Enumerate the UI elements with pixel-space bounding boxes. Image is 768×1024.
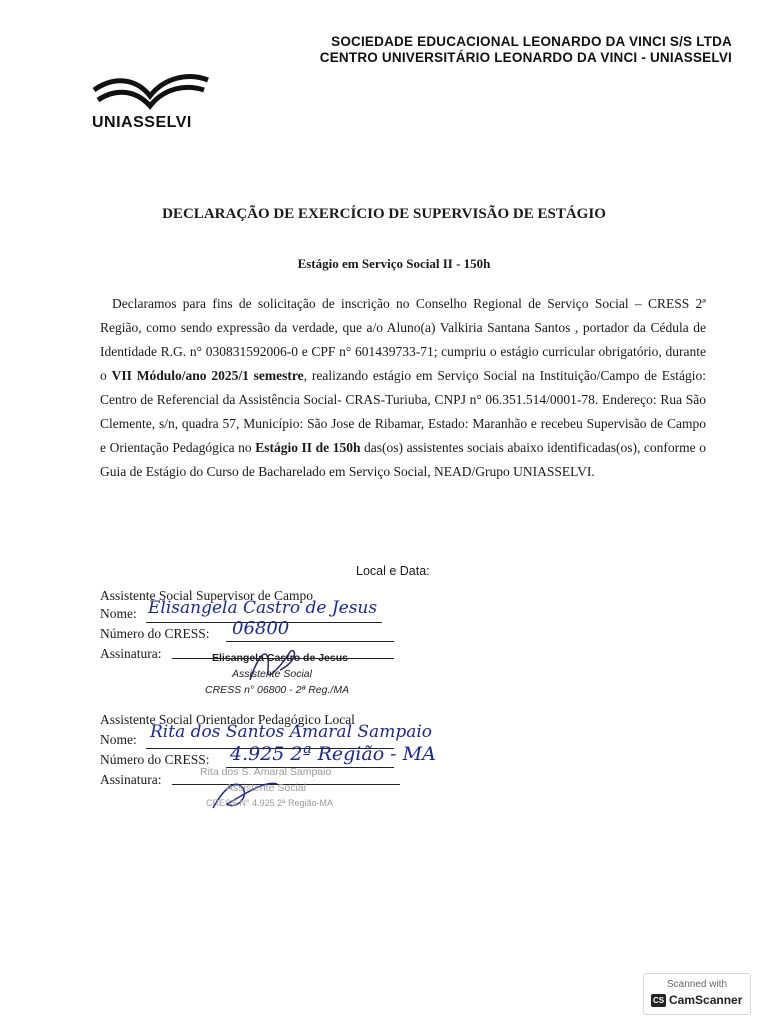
orientador-signature-label: Assinatura: bbox=[100, 772, 162, 787]
stamp-name-faint: Rita dos S. Amaral Sampaio bbox=[200, 766, 332, 778]
supervisor-heading: Assistente Social Supervisor de Campo bbox=[100, 588, 313, 603]
camscanner-badge bbox=[643, 973, 751, 1015]
paragraph-bold-stage: Estágio II de 150h bbox=[255, 440, 361, 455]
page-title: DECLARAÇÃO DE EXERCÍCIO DE SUPERVISÃO DE ESTÁGIO bbox=[162, 206, 606, 222]
uniasselvi-logo bbox=[92, 70, 212, 140]
scanner-caption: Scanned with bbox=[666, 979, 728, 990]
supervisor-signature-scribble bbox=[240, 640, 310, 690]
orientador-cress-handwritten: 4.925 2ª Região - MA bbox=[230, 743, 436, 765]
supervisor-name-label: Nome: bbox=[100, 606, 137, 621]
stamp-role-faint: Assistente Social bbox=[226, 782, 306, 794]
university-name: CENTRO UNIVERSITÁRIO LEONARDO DA VINCI - UNIASSELVI bbox=[319, 50, 732, 65]
declaration-paragraph bbox=[100, 292, 706, 484]
supervisor-cress-handwritten: 06800 bbox=[232, 618, 290, 639]
orientador-name-handwritten: Rita dos Santos Amaral Sampaio bbox=[150, 722, 433, 742]
paragraph-text: , realizando estágio em Serviço Social na Instituição/Campo de Estágio: Centro de Referencial da Assistência Social- CRAS-Turiuba, CNPJ n° 06.351.514/0001-78. Endereço: Rua São Clemente, s/n, quadra 57, Município: São Jose de Ribamar, Estado: Maranhão e recebeu Supervisão de Campo e Orientação Pedagógica no bbox=[100, 368, 707, 455]
logo-text: UNIASSELVI bbox=[92, 114, 192, 131]
stamp-cress-faint: CRESS N° 4.925 2ª Região-MA bbox=[206, 798, 333, 808]
scanner-brand: CamScanner bbox=[669, 993, 743, 1007]
page-subtitle: Estágio em Serviço Social II - 150h bbox=[297, 256, 491, 271]
orientador-heading: Assistente Social Orientador Pedagógico Local bbox=[100, 712, 355, 727]
supervisor-cress-label: Número do CRESS: bbox=[100, 626, 210, 641]
wing-logo-icon bbox=[92, 70, 212, 114]
orientador-cress-label: Número do CRESS: bbox=[100, 752, 210, 767]
institution-name: SOCIEDADE EDUCACIONAL LEONARDO DA VINCI S/S LTDA bbox=[331, 34, 732, 49]
paragraph-text: Declaramos para fins de solicitação de inscrição no Conselho Regional de Serviço Social – CRESS 2ª Região, como sendo expressão da verdade, que a/o Aluno(a) Valkiria Santana Santos , portador da Cédula de Identidade R.G. n° 030831592006-0 e CPF n° 601439733-71; cumpriu o estágio curricular obrigatório, durante o bbox=[100, 296, 706, 383]
stamp-role: Assistente Social bbox=[232, 668, 312, 680]
local-date-label: Local e Data: bbox=[356, 564, 430, 578]
paragraph-bold-module: VII Módulo/ano 2025/1 semestre bbox=[111, 368, 304, 383]
paragraph-text: das(os) assistentes sociais abaixo identificadas(os), conforme o Guia de Estágio do Curso de Bacharelado em Serviço Social, NEAD/Grupo UNIASSELVI. bbox=[100, 440, 706, 479]
orientador-name-label: Nome: bbox=[100, 732, 137, 747]
camscanner-logo-icon: CS bbox=[652, 996, 665, 1005]
stamp-cress: CRESS n° 06800 - 2ª Reg./MA bbox=[205, 684, 350, 696]
supervisor-name-handwritten: Elisangela Castro de Jesus bbox=[148, 598, 378, 618]
supervisor-signature-label: Assinatura: bbox=[100, 646, 162, 661]
stamp-name: Elisangela Castro de Jesus bbox=[212, 652, 348, 664]
